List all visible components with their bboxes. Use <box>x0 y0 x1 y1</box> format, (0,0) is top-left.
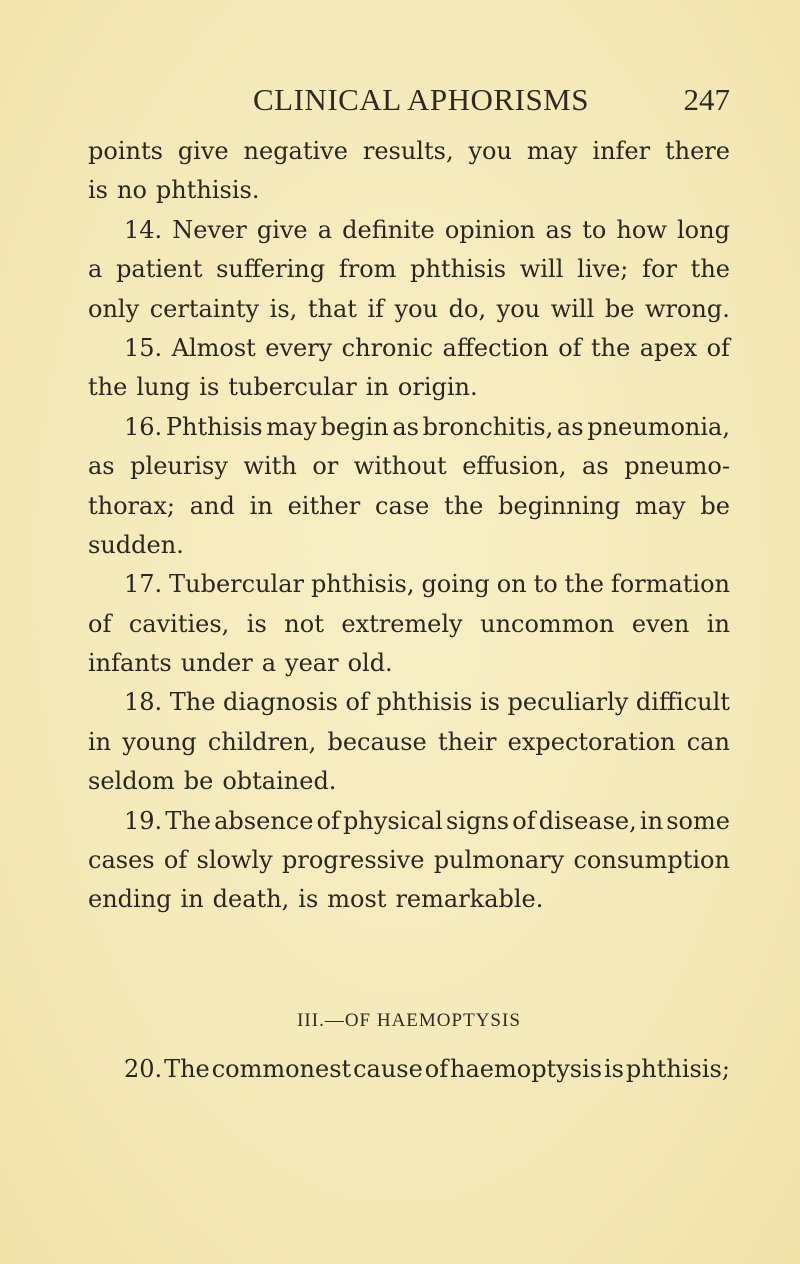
text-line: seldom be obtained. <box>88 767 337 796</box>
body-text <box>88 132 730 920</box>
body-text-continued <box>88 1050 730 1089</box>
running-head <box>88 80 730 120</box>
text-line: points give negative results, you may infer there <box>88 137 730 165</box>
aphorism-19-start: 19. The absence of physical signs of disease, in some <box>124 806 730 835</box>
running-title: CLINICAL APHORISMS <box>253 82 589 117</box>
text-line: only certainty is, that if you do, you will be wrong. <box>88 294 730 323</box>
text-line: is no phthisis. <box>88 176 260 205</box>
aphorism-18-start: 18. The diagnosis of phthisis is peculiarly difficult <box>124 688 730 717</box>
aphorism-14-start: 14. Never give a definite opinion as to how long <box>124 215 730 244</box>
text-line: of cavities, is not extremely uncommon even in <box>88 609 730 638</box>
text-line: thorax; and in either case the beginning may be <box>88 491 730 520</box>
text-line: sudden. <box>88 530 184 559</box>
aphorism-15-start: 15. Almost every chronic affection of the apex of <box>124 333 730 362</box>
aphorism-16-start: 16. Phthisis may begin as bronchitis, as pneumonia, <box>124 412 730 441</box>
text-line: ending in death, is most remarkable. <box>88 885 544 914</box>
text-line: a patient suffering from phthisis will live; for the <box>88 255 730 284</box>
text-line: infants under a year old. <box>88 649 393 678</box>
aphorism-17-start: 17. Tubercular phthisis, going on to the formation <box>124 570 730 599</box>
text-line: as pleurisy with or without effusion, as pneumo- <box>88 452 730 481</box>
aphorism-20-start: 20. The commonest cause of haemoptysis is phthisis; <box>124 1055 730 1083</box>
section-heading: III.—OF HAEMOPTYSIS <box>297 1010 521 1031</box>
text-line: in young children, because their expectoration can <box>88 727 730 756</box>
text-line: cases of slowly progressive pulmonary consumption <box>88 846 730 875</box>
page-number: 247 <box>683 82 730 117</box>
text-line: the lung is tubercular in origin. <box>88 373 478 402</box>
